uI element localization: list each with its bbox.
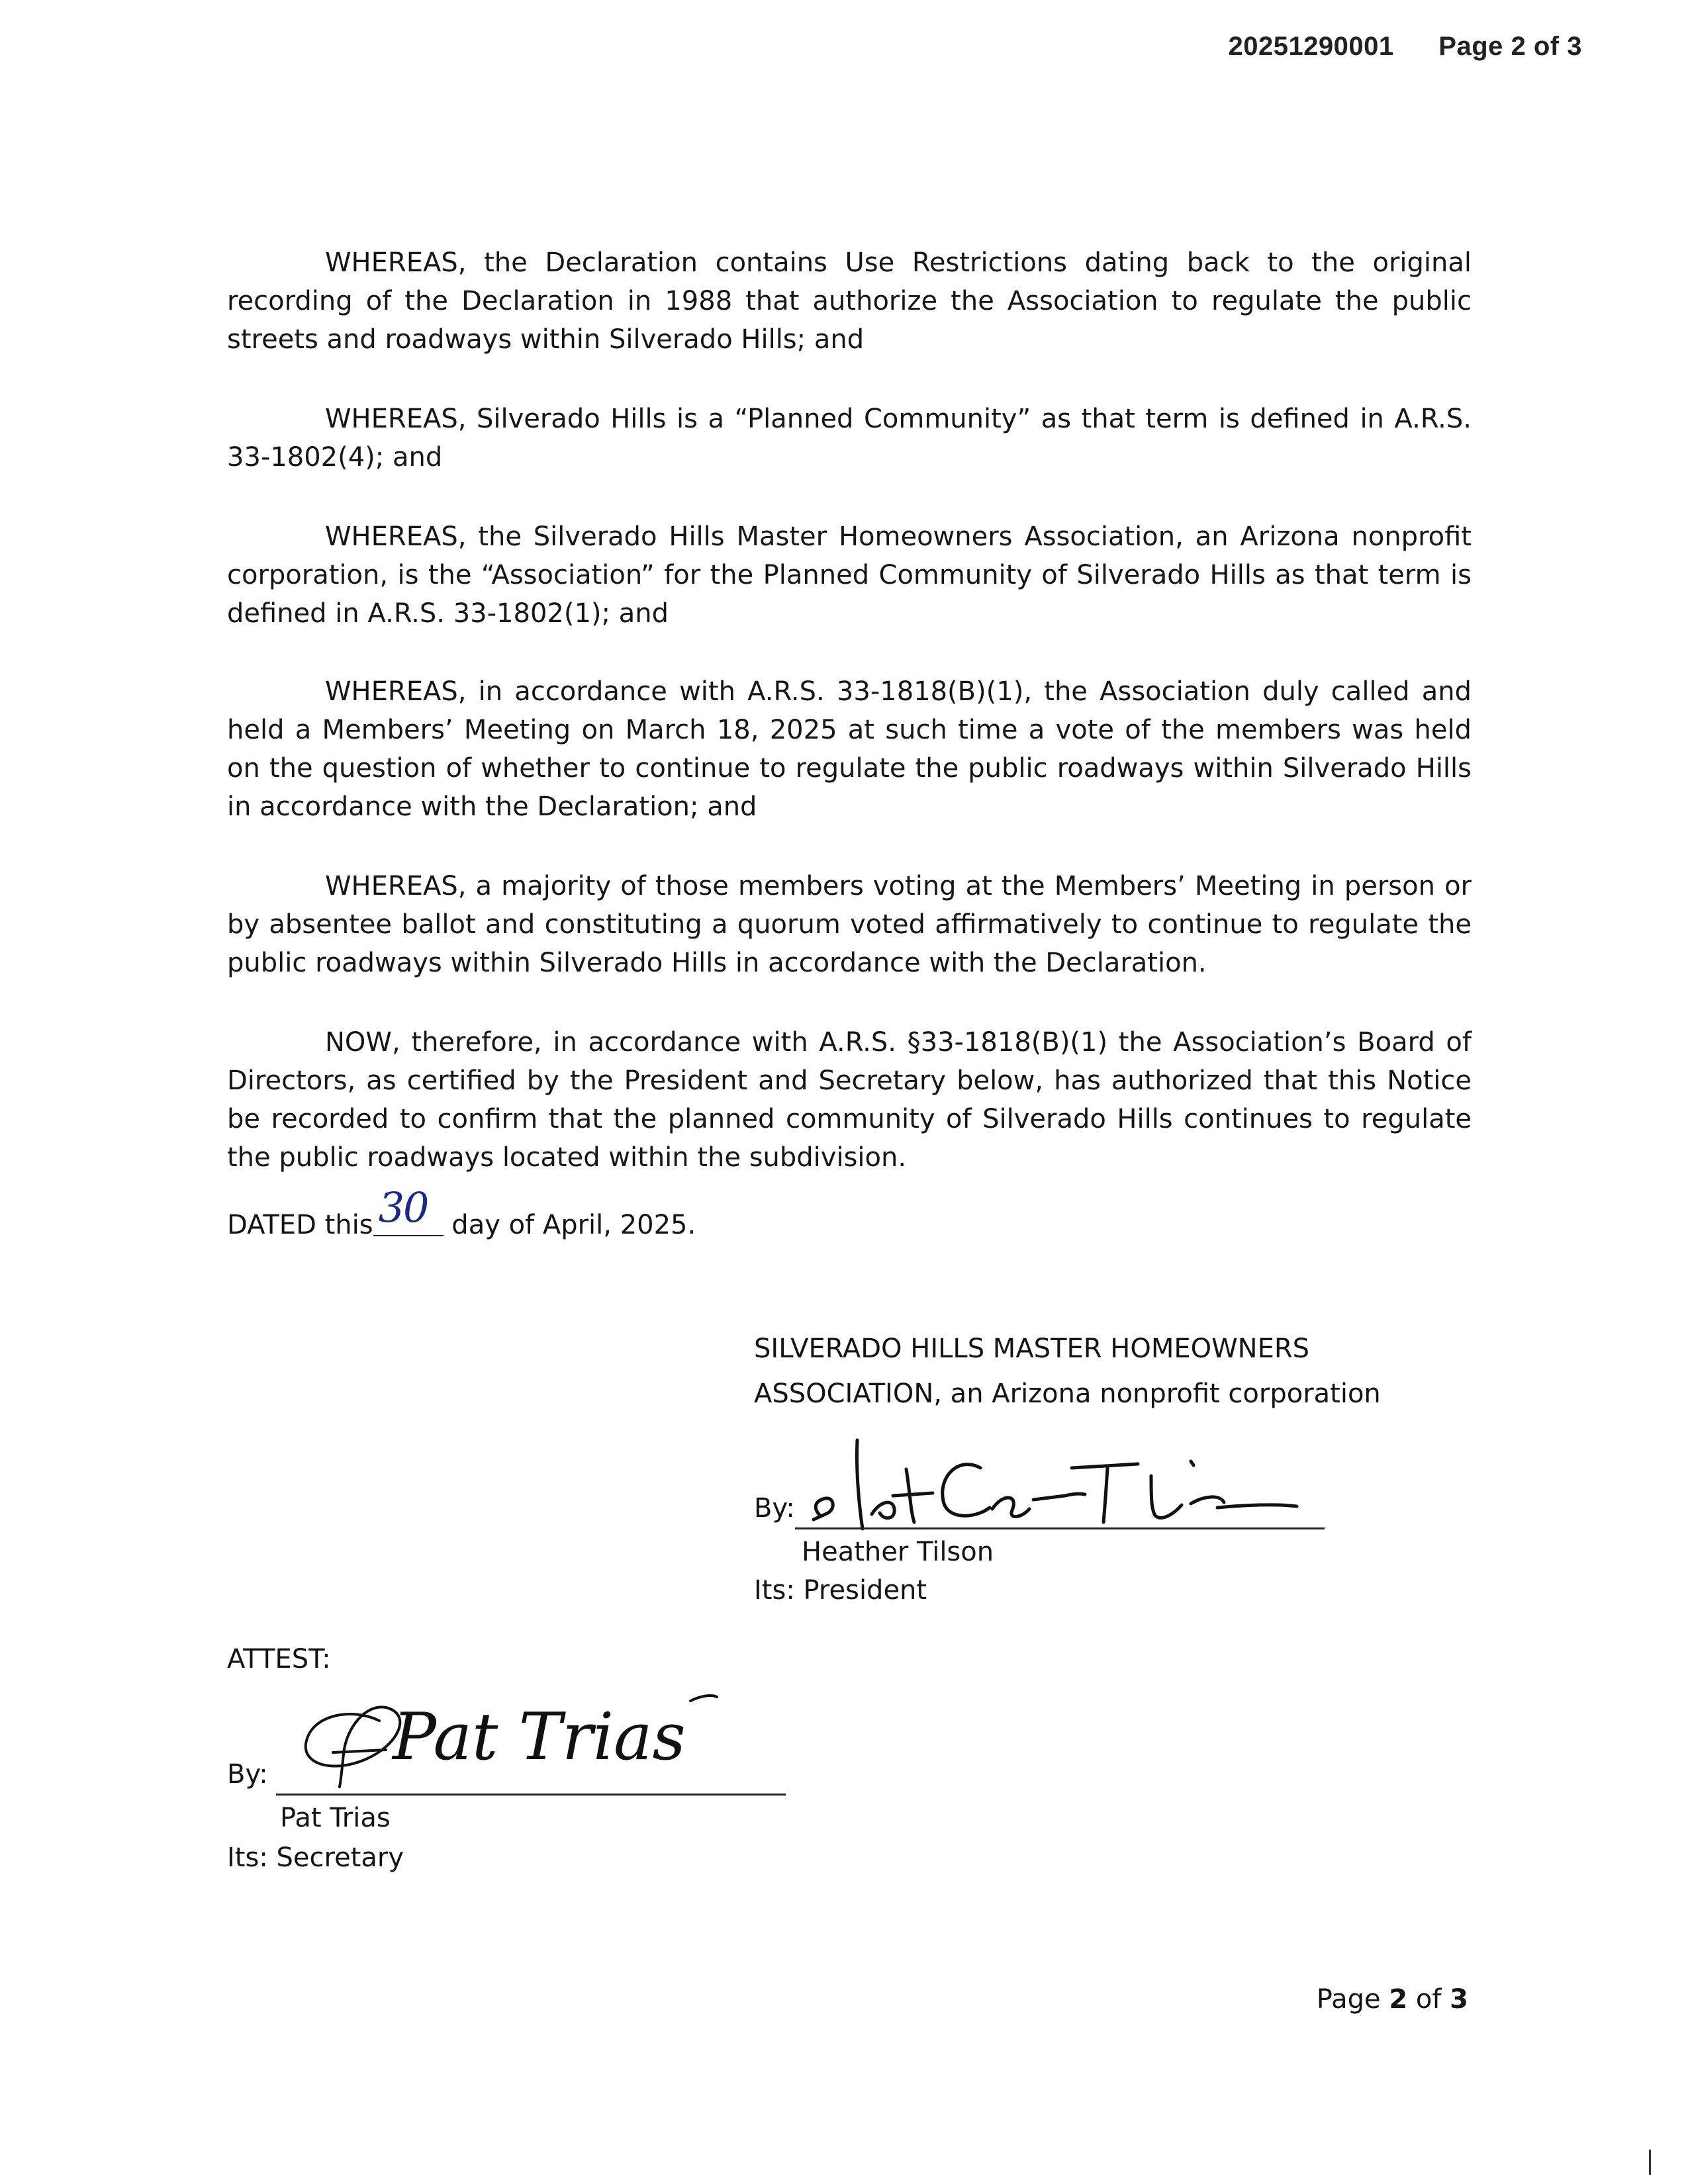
day-blank xyxy=(373,1183,444,1236)
whereas-paragraph-3: WHEREAS, the Silverado Hills Master Homeowners Association, an Arizona nonprofit corporation, is the “Association” for the Planned Community of Silverado Hills as that term is defined in A.R.S. 33-1802(1); and xyxy=(227,522,1472,629)
whereas-paragraph-4: WHEREAS, in accordance with A.R.S. 33-1818(B)(1), the Association duly called and held a Members’ Meeting on March 18, 2025 at such time a vote of the members was held on the question of whether to continue to regulate the public roadways within Silverado Hills in accordance with the Declaration; and xyxy=(227,676,1472,822)
association-name-block xyxy=(754,1326,1381,1416)
secretary-signature-block xyxy=(227,1681,823,1880)
dated-suffix: day of April, 2025. xyxy=(451,1210,696,1240)
president-title: Its: President xyxy=(754,1575,927,1606)
dated-prefix: DATED this xyxy=(227,1210,373,1240)
footer-page-total: 3 xyxy=(1450,1984,1468,2015)
footer-page-word: Page xyxy=(1316,1984,1381,2015)
whereas-paragraph-1: WHEREAS, the Declaration contains Use Restrictions dating back to the original recording of the Declaration in 1988 that authorize the Association to regulate the public streets and roadways within Silverado Hills; and xyxy=(227,248,1472,355)
president-name: Heather Tilson xyxy=(802,1537,994,1567)
president-signature xyxy=(794,1430,1336,1535)
secretary-title: Its: Secretary xyxy=(227,1843,404,1873)
header-page-label: Page 2 of 3 xyxy=(1438,32,1582,61)
secretary-signature xyxy=(280,1681,783,1794)
whereas-paragraph-5: WHEREAS, a majority of those members voting at the Members’ Meeting in person or by absentee ballot and constituting a quorum voted affirmatively to continue to regulate the public roadways within Silverado Hills in accordance with the Declaration. xyxy=(227,871,1472,978)
signature-line xyxy=(795,1527,1325,1529)
page-footer xyxy=(1317,1984,1468,2015)
recording-header xyxy=(1228,32,1582,62)
association-line-2: ASSOCIATION, an Arizona nonprofit corporation xyxy=(754,1379,1381,1409)
handwritten-day: 30 xyxy=(378,1183,428,1232)
document-number: 20251290001 xyxy=(1228,32,1394,61)
signature-line xyxy=(276,1794,786,1796)
secretary-signature-text: Pat Trias xyxy=(393,1700,686,1775)
now-therefore-paragraph: NOW, therefore, in accordance with A.R.S. §33-1818(B)(1) the Association’s Board of Directors, as certified by the President and Secretary below, has authorized that this Notice be recorded to confirm that the planned community of Silverado Hills continues to regulate the public roadways located within the subdivision. xyxy=(227,1027,1472,1173)
secretary-name: Pat Trias xyxy=(280,1803,391,1833)
by-label: By: xyxy=(227,1759,268,1790)
association-line-1: SILVERADO HILLS MASTER HOMEOWNERS xyxy=(754,1334,1310,1364)
footer-of-word: of xyxy=(1415,1984,1442,2015)
by-label: By: xyxy=(754,1493,795,1524)
whereas-paragraph-2: WHEREAS, Silverado Hills is a “Planned Community” as that term is defined in A.R.S. 33-1802(4); and xyxy=(227,404,1472,473)
scan-mark xyxy=(1649,2150,1651,2175)
president-signature-block xyxy=(754,1430,1336,1606)
attest-label: ATTEST: xyxy=(227,1644,331,1674)
dated-line xyxy=(227,1183,696,1244)
footer-page-number: 2 xyxy=(1389,1984,1408,2015)
